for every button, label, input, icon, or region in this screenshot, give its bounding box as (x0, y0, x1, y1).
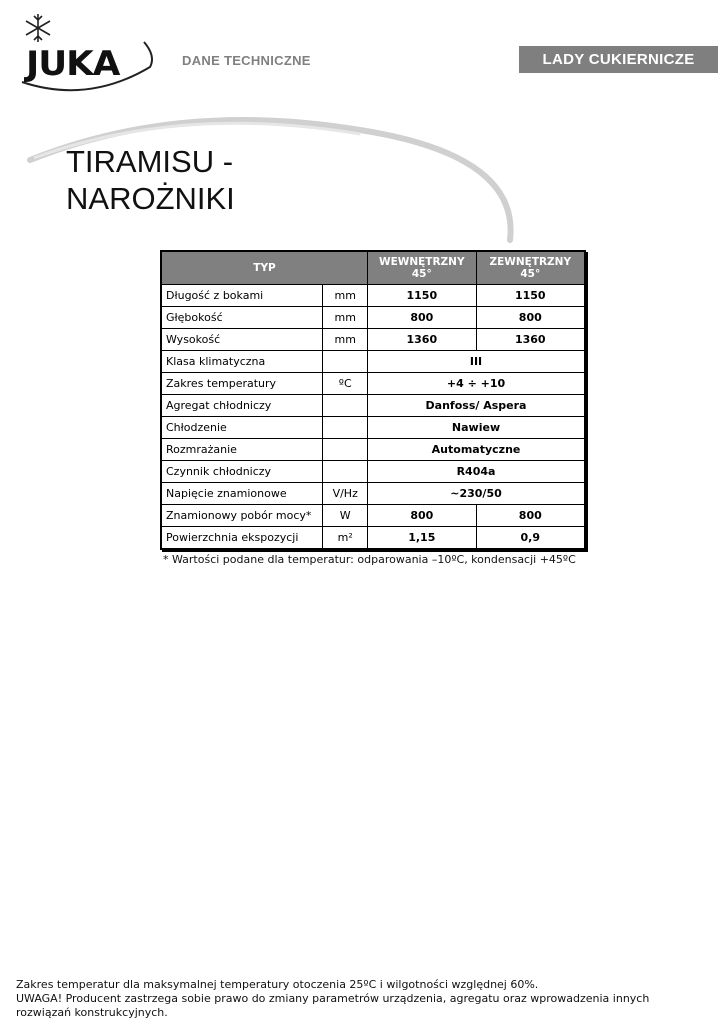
row-value: Automatyczne (368, 439, 585, 461)
row-value: +4 ÷ +10 (368, 373, 585, 395)
row-label: Klasa klimatyczna (161, 351, 323, 373)
row-value-wewnetrzny: 1150 (368, 285, 477, 307)
row-unit: V/Hz (323, 483, 368, 505)
row-label: Agregat chłodniczy (161, 395, 323, 417)
row-value: R404a (368, 461, 585, 483)
row-unit (323, 417, 368, 439)
row-label: Zakres temperatury (161, 373, 323, 395)
title-line-2: NAROŻNIKI (66, 181, 235, 216)
table-row (161, 285, 585, 307)
row-unit (323, 351, 368, 373)
row-label: Chłodzenie (161, 417, 323, 439)
row-value: Danfoss/ Aspera (368, 395, 585, 417)
row-label: Napięcie znamionowe (161, 483, 323, 505)
bottom-note-2: UWAGA! Producent zastrzega sobie prawo do zmiany parametrów urządzenia, agregatu oraz wprowadzenia innych rozwiązań konstrukcyjnych. (16, 992, 650, 1019)
row-label: Głębokość (161, 307, 323, 329)
bottom-note-1: Zakres temperatur dla maksymalnej temperatury otoczenia 25ºC i wilgotności względnej 60%. (16, 978, 539, 991)
footnote: * Wartości podane dla temperatur: odparowania –10ºC, kondensacji +45ºC (163, 553, 576, 566)
table-row (161, 395, 585, 417)
row-value-wewnetrzny: 1,15 (368, 527, 477, 550)
row-label: Powierzchnia ekspozycji (161, 527, 323, 550)
table-row (161, 417, 585, 439)
row-value-zewnetrzny: 0,9 (476, 527, 585, 550)
row-label: Wysokość (161, 329, 323, 351)
section-label: DANE TECHNICZNE (182, 53, 311, 68)
row-unit: mm (323, 285, 368, 307)
row-value-zewnetrzny: 800 (476, 307, 585, 329)
row-value-wewnetrzny: 800 (368, 307, 477, 329)
spec-table (160, 250, 586, 550)
row-value-wewnetrzny: 1360 (368, 329, 477, 351)
header-zewnetrzny: ZEWNĘTRZNY 45° (476, 251, 585, 285)
juka-logo (18, 12, 158, 94)
table-row (161, 439, 585, 461)
row-unit (323, 395, 368, 417)
row-value-zewnetrzny: 1360 (476, 329, 585, 351)
table-row (161, 483, 585, 505)
bottom-notes (16, 978, 706, 1020)
logo-text: JUKA (26, 44, 120, 84)
table-header-row (161, 251, 585, 285)
table-row (161, 461, 585, 483)
row-unit: W (323, 505, 368, 527)
row-value: ~230/50 (368, 483, 585, 505)
row-label: Długość z bokami (161, 285, 323, 307)
table-row (161, 527, 585, 550)
row-label: Rozmrażanie (161, 439, 323, 461)
row-unit: mm (323, 329, 368, 351)
row-value: III (368, 351, 585, 373)
header-wewnetrzny: WEWNĘTRZNY 45° (368, 251, 477, 285)
header-typ: TYP (161, 251, 368, 285)
row-unit (323, 461, 368, 483)
table-row (161, 307, 585, 329)
row-unit: ºC (323, 373, 368, 395)
row-unit: mm (323, 307, 368, 329)
row-unit (323, 439, 368, 461)
row-value-zewnetrzny: 800 (476, 505, 585, 527)
table-row (161, 329, 585, 351)
row-unit: m² (323, 527, 368, 550)
page-title (66, 143, 235, 217)
category-badge: LADY CUKIERNICZE (519, 46, 718, 73)
table-row (161, 351, 585, 373)
row-value-wewnetrzny: 800 (368, 505, 477, 527)
row-label: Czynnik chłodniczy (161, 461, 323, 483)
row-value-zewnetrzny: 1150 (476, 285, 585, 307)
row-label: Znamionowy pobór mocy* (161, 505, 323, 527)
table-row (161, 505, 585, 527)
table-row (161, 373, 585, 395)
title-line-1: TIRAMISU - (66, 144, 234, 179)
row-value: Nawiew (368, 417, 585, 439)
